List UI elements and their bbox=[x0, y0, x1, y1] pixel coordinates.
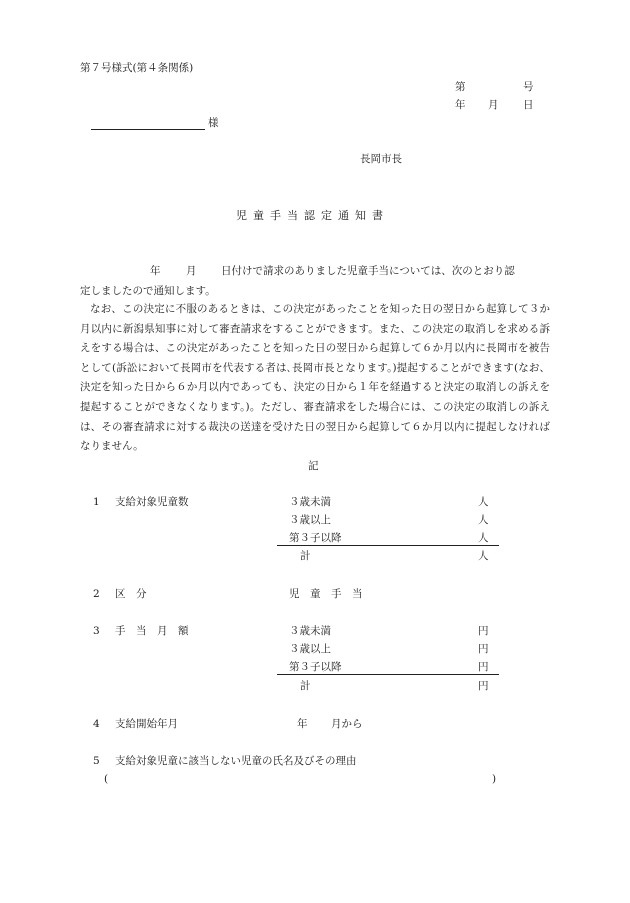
addressee-line bbox=[91, 129, 205, 130]
item5-label: 支給対象児童に該当しない児童の氏名及びその理由 bbox=[115, 755, 357, 767]
item3-number: 3 bbox=[93, 625, 100, 637]
addressee-suffix: 様 bbox=[208, 117, 219, 129]
item4-label: 支給開始年月 bbox=[115, 718, 178, 730]
item1-row4-unit: 人 bbox=[478, 550, 489, 562]
document-title: 児童手当認定通知書 bbox=[236, 209, 389, 222]
item1-row3-label: 第３子以降 bbox=[289, 532, 342, 544]
item2-label: 区 分 bbox=[115, 588, 147, 600]
item2-value: 児 童 手 当 bbox=[289, 588, 363, 600]
item5-close-paren: ) bbox=[492, 773, 497, 785]
item3-row3-label: 第３子以降 bbox=[289, 661, 342, 673]
item1-label: 支給対象児童数 bbox=[115, 496, 189, 508]
number-suffix: 号 bbox=[523, 81, 534, 93]
ki-mark: 記 bbox=[308, 460, 319, 472]
item1-row1-unit: 人 bbox=[478, 496, 489, 508]
item2-number: 2 bbox=[93, 588, 100, 600]
p1-year: 年 bbox=[150, 265, 161, 277]
item3-row4-unit: 円 bbox=[478, 680, 489, 692]
item5-number: 5 bbox=[93, 755, 100, 767]
item4-number: 4 bbox=[93, 718, 100, 730]
p2-text: なお、この決定に不服のあるときは、この決定があったことを知った日の翌日から起算して３か月以内に新潟県知事に対して審査請求をすることができます。また、この決定の取消しを求める訴えをする場合は、この決定があったことを知った日の翌日から起算して６か月以内に長岡市を被告として(訴訟において長岡市を代表する者は､長岡市長となります。)提起することができます(なお、決定を知った日から６か月以内であっても、決定の日から１年を経過すると決定の取消しの訴えを提起することができなくなります。)。ただし、審査請求をした場合には、この決定の取消しの訴えは、その審査請求に対する裁決の送達を受けた日の翌日から起算して６か月以内に提起しなければなりません。 bbox=[80, 303, 550, 453]
item1-row3-unit: 人 bbox=[478, 532, 489, 544]
item1-row1-label: ３歳未満 bbox=[289, 496, 331, 508]
date-year: 年 bbox=[455, 99, 466, 111]
form-label: 第７号様式(第４条関係) bbox=[80, 62, 194, 74]
number-prefix: 第 bbox=[455, 81, 466, 93]
item3-row1-label: ３歳未満 bbox=[289, 625, 331, 637]
item3-sum-line bbox=[277, 674, 499, 675]
item1-number: 1 bbox=[93, 496, 100, 508]
item3-row1-unit: 円 bbox=[478, 625, 489, 637]
item3-row4-label: 計 bbox=[300, 680, 311, 692]
item4-year: 年 bbox=[297, 718, 308, 730]
item1-row4-label: 計 bbox=[300, 550, 311, 562]
item3-label: 手 当 月 額 bbox=[115, 625, 189, 637]
date-day: 日 bbox=[523, 99, 534, 111]
p1-text-b: 定しましたので通知します。 bbox=[80, 285, 216, 297]
p1-month: 月 bbox=[186, 265, 197, 277]
p1-text-a: 日付けで請求のありました児童手当については、次のとおり認 bbox=[221, 265, 515, 277]
date-month: 月 bbox=[488, 99, 499, 111]
item3-row2-label: ３歳以上 bbox=[289, 643, 331, 655]
item3-row3-unit: 円 bbox=[478, 661, 489, 673]
item1-row2-unit: 人 bbox=[478, 514, 489, 526]
issuer: 長岡市長 bbox=[360, 153, 402, 165]
item1-row2-label: ３歳以上 bbox=[289, 514, 331, 526]
item4-month: 月から bbox=[331, 718, 363, 730]
item3-row2-unit: 円 bbox=[478, 643, 489, 655]
item5-open-paren: ( bbox=[104, 773, 109, 785]
item1-sum-line bbox=[277, 545, 499, 546]
